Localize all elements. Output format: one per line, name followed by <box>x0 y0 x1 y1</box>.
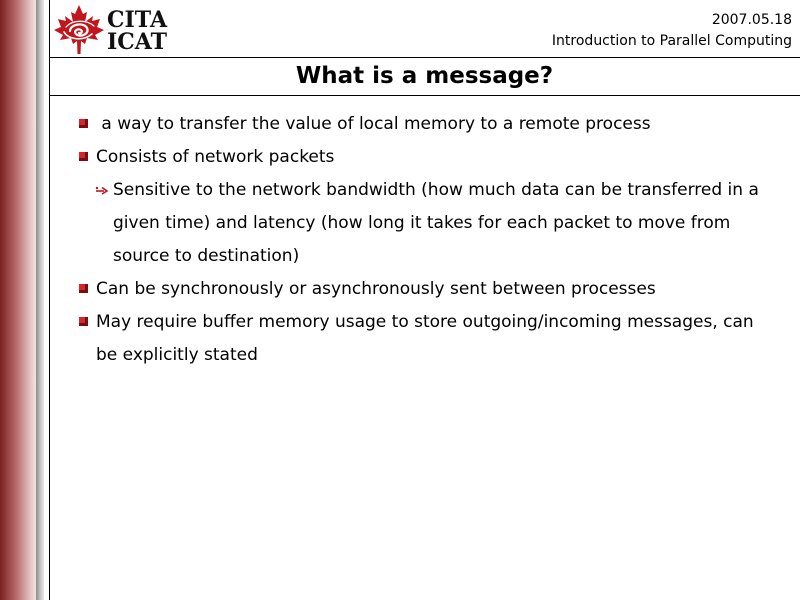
bullet-item <box>78 306 778 372</box>
logo-text-cita: CITA <box>107 7 168 33</box>
red-square-bullet-icon <box>79 119 88 128</box>
red-arrow-bullet-icon <box>95 186 109 195</box>
title-divider-line <box>49 95 800 96</box>
bullet-text: May require buffer memory usage to store outgoing/incoming messages, can be explicitly stated <box>96 312 754 365</box>
maple-leaf-galaxy-icon <box>52 4 106 56</box>
header-divider-line <box>49 57 800 58</box>
bullet-text: Consists of network packets <box>96 147 335 167</box>
header-course-title: Introduction to Parallel Computing <box>551 33 792 49</box>
cita-logo <box>52 4 177 56</box>
sub-bullet-item <box>95 174 778 273</box>
left-decorative-band <box>0 0 36 600</box>
red-square-bullet-icon <box>79 317 88 326</box>
bullet-text: a way to transfer the value of local memory to a remote process <box>96 114 651 134</box>
slide-title: What is a message? <box>295 63 554 89</box>
logo-text-icat: ICAT <box>107 29 168 55</box>
bullet-text: Sensitive to the network bandwidth (how much data can be transferred in a given time) and latency (how long it takes for each packet to move from source to destination) <box>113 180 759 266</box>
red-square-bullet-icon <box>79 152 88 161</box>
bullet-item <box>78 141 778 174</box>
bullet-text: Can be synchronously or asynchronously sent between processes <box>96 279 656 299</box>
bullet-list <box>78 108 778 372</box>
left-decorative-stripe <box>36 0 44 600</box>
red-square-bullet-icon <box>79 284 88 293</box>
header-date: 2007.05.18 <box>711 12 792 28</box>
bullet-item <box>78 108 778 141</box>
bullet-item <box>78 273 778 306</box>
